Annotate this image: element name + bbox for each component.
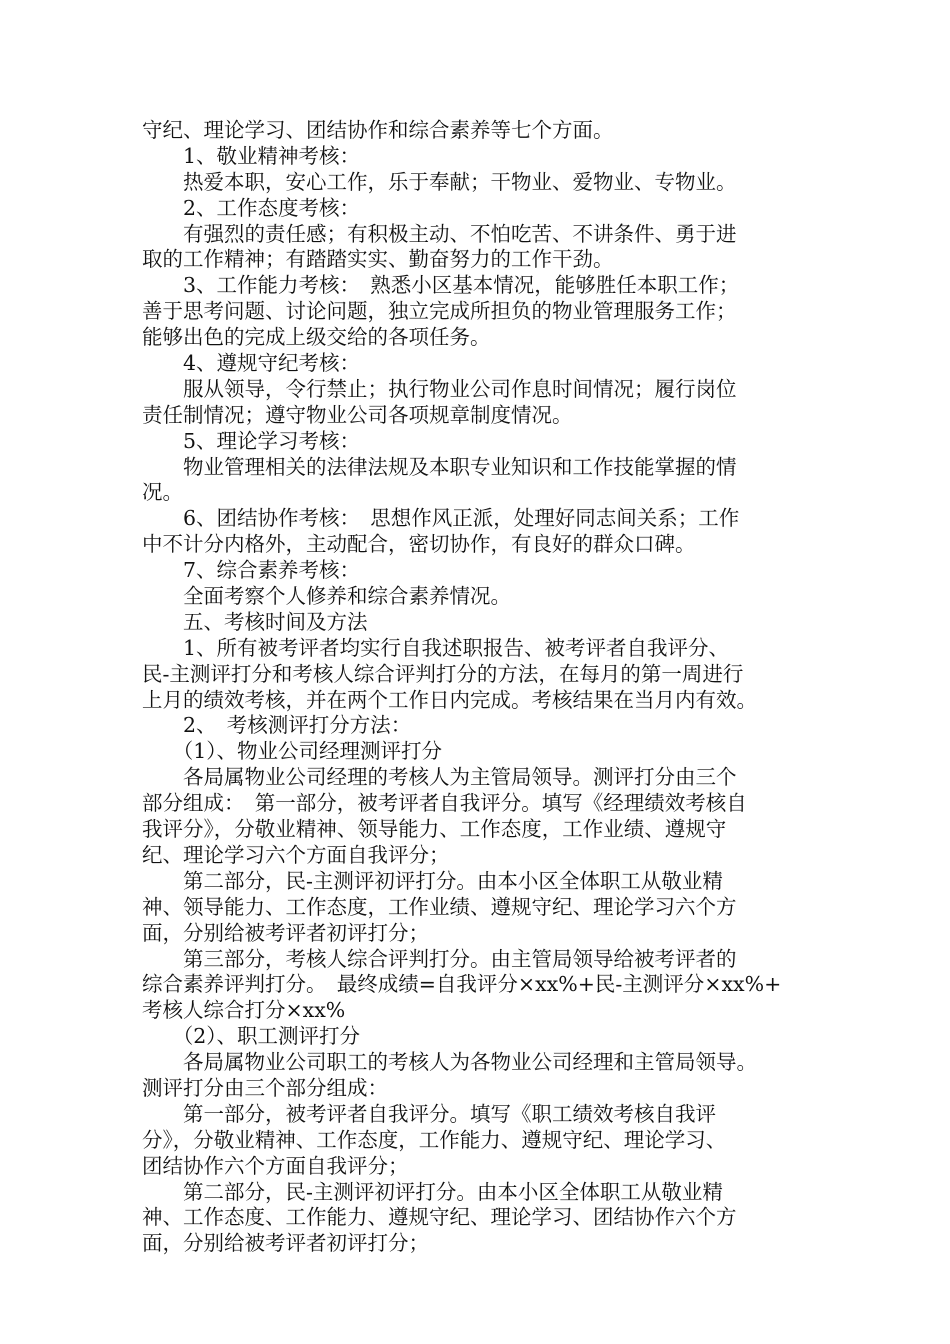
text-line: 面，分别给被考评者初评打分；	[142, 1231, 429, 1256]
text-line: 守纪、理论学习、团结协作和综合素养等七个方面。	[142, 118, 614, 142]
text-line: 部分组成： 第一部分，被考评者自我评分。填写《经理绩效考核自	[142, 791, 747, 816]
text-line: 1、所有被考评者均实行自我述职报告、被考评者自我评分、	[142, 635, 730, 660]
text-line: 面，分别给被考评者初评打分；	[142, 920, 429, 945]
text-line: （1）、物业公司经理测评打分	[142, 739, 443, 764]
text-line: 1、敬业精神考核：	[142, 143, 361, 168]
text-line: 服从领导，令行禁止；执行物业公司作息时间情况；履行岗位	[142, 376, 737, 401]
text-line: 况。	[142, 480, 183, 505]
text-line: 五、考核时间及方法	[142, 609, 368, 634]
text-line: 2、工作态度考核：	[142, 195, 361, 220]
text-line: 纪、理论学习六个方面自我评分；	[142, 842, 450, 867]
text-line: 我评分》，分敬业精神、领导能力、工作态度，工作业绩、遵规守	[142, 817, 727, 842]
text-line: 各局属物业公司职工的考核人为各物业公司经理和主管局领导。	[142, 1050, 757, 1075]
text-line: 6、团结协作考核： 思想作风正派，处理好同志间关系；工作	[142, 506, 740, 531]
text-line: 7、综合素养考核：	[142, 558, 361, 583]
text-line: 热爱本职，安心工作，乐于奉献；干物业、爱物业、专物业。	[142, 169, 737, 194]
text-line: 民-主测评打分和考核人综合评判打分的方法，在每月的第一周进行	[142, 661, 744, 686]
text-line: 取的工作精神；有踏踏实实、勤奋努力的工作干劲。	[142, 247, 614, 272]
text-line: 2、 考核测评打分方法：	[142, 713, 412, 738]
text-line: 综合素养评判打分。 最终成绩=自我评分×xx%+民-主测评分×xx%+	[142, 972, 782, 997]
text-line: 4、遵规守纪考核：	[142, 351, 361, 376]
text-line: 上月的绩效考核，并在两个工作日内完成。考核结果在当月内有效。	[142, 687, 757, 712]
text-line: 物业管理相关的法律法规及本职专业知识和工作技能掌握的情	[142, 454, 737, 479]
text-line: 神、工作态度、工作能力、遵规守纪、理论学习、团结协作六个方	[142, 1205, 737, 1230]
text-line: 5、理论学习考核：	[142, 428, 361, 453]
text-line: 3、工作能力考核： 熟悉小区基本情况，能够胜任本职工作；	[142, 273, 740, 298]
text-line: 第二部分，民-主测评初评打分。由本小区全体职工从敬业精	[142, 1179, 723, 1204]
text-line: 中不计分内格外，主动配合，密切协作，有良好的群众口碑。	[142, 532, 696, 557]
text-line: 第三部分，考核人综合评判打分。由主管局领导给被考评者的	[142, 946, 737, 971]
text-line: （2）、职工测评打分	[142, 1024, 361, 1049]
text-line: 分》，分敬业精神、工作态度，工作能力、遵规守纪、理论学习、	[142, 1127, 727, 1152]
text-line: 考核人综合打分×xx%	[142, 998, 346, 1023]
text-line: 神、领导能力、工作态度，工作业绩、遵规守纪、理论学习六个方	[142, 894, 737, 919]
text-line: 团结协作六个方面自我评分；	[142, 1153, 409, 1178]
text-line: 各局属物业公司经理的考核人为主管局领导。测评打分由三个	[142, 765, 737, 790]
text-line: 第二部分，民-主测评初评打分。由本小区全体职工从敬业精	[142, 868, 723, 893]
document-body	[142, 118, 832, 1257]
text-line: 第一部分，被考评者自我评分。填写《职工绩效考核自我评	[142, 1101, 716, 1126]
text-line: 能够出色的完成上级交给的各项任务。	[142, 325, 491, 350]
text-line: 测评打分由三个部分组成：	[142, 1075, 388, 1100]
text-line: 责任制情况；遵守物业公司各项规章制度情况。	[142, 402, 573, 427]
text-line: 有强烈的责任感；有积极主动、不怕吃苦、不讲条件、勇于进	[142, 221, 737, 246]
text-line: 善于思考问题、讨论问题，独立完成所担负的物业管理服务工作；	[142, 299, 737, 324]
text-line: 全面考察个人修养和综合素养情况。	[142, 584, 511, 609]
